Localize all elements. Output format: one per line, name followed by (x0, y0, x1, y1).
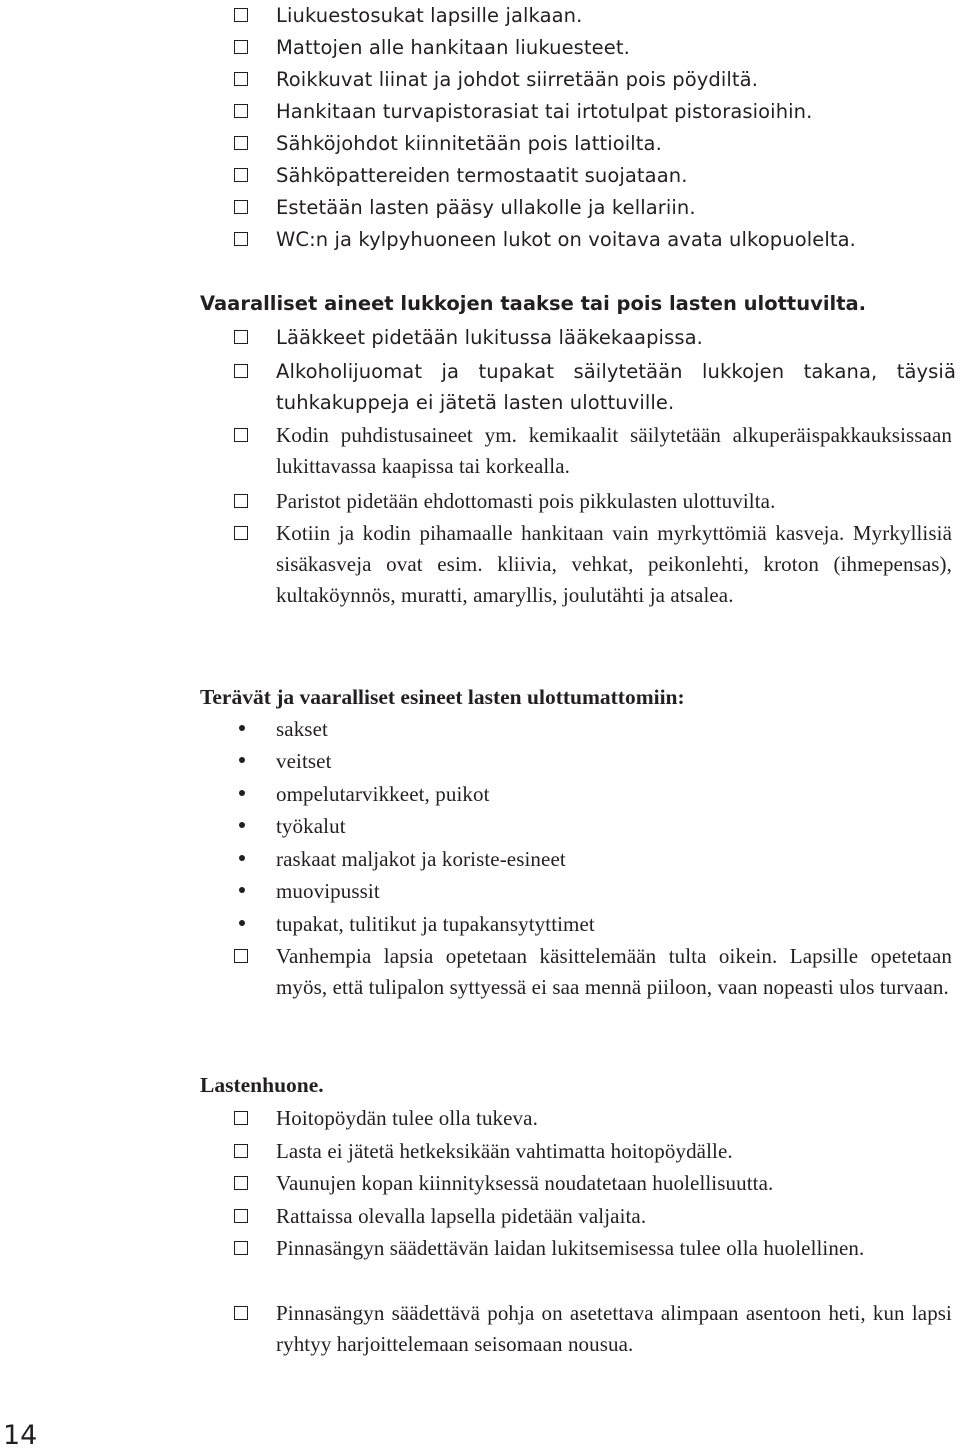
checkbox-icon (234, 200, 248, 214)
checkbox-icon (234, 72, 248, 86)
checklist-item: Hankitaan turvapistorasiat tai irtotulpat pistorasioihin. (276, 100, 813, 123)
section-heading: Vaaralliset aineet lukkojen taakse tai pois lasten ulottuvilta. (200, 292, 867, 315)
bullet-item: veitset (276, 749, 332, 773)
checklist-item: Kodin puhdistusaineet ym. kemikaalit säilytetään alkuperäispakkauksissaan lukittavassa kaapissa tai korkealla. (276, 423, 952, 478)
checklist-item: Pinnasängyn säädettävän laidan lukitsemisessa tulee olla huolellinen. (276, 1236, 865, 1260)
checkbox-icon (234, 949, 248, 963)
checkbox-icon (234, 428, 248, 442)
checklist-item: Liukuestosukat lapsille jalkaan. (276, 4, 583, 27)
bullet-icon (239, 725, 245, 731)
checkbox-icon (234, 526, 248, 540)
bullet-item: sakset (276, 717, 328, 741)
checkbox-icon (234, 232, 248, 246)
checklist-item: Paristot pidetään ehdottomasti pois pikkulasten ulottuvilta. (276, 489, 776, 513)
bullet-item: työkalut (276, 814, 346, 838)
checkbox-icon (234, 1144, 248, 1158)
section-heading: Terävät ja vaaralliset esineet lasten ulottumattomiin: (200, 685, 685, 709)
checkbox-icon (234, 1241, 248, 1255)
checkbox-icon (234, 1176, 248, 1190)
checklist-item: Hoitopöydän tulee olla tukeva. (276, 1106, 538, 1130)
checklist-item: Sähköjohdot kiinnitetään pois lattioilta. (276, 132, 662, 155)
checkbox-icon (234, 40, 248, 54)
checklist-item: Sähköpattereiden termostaatit suojataan. (276, 164, 688, 187)
checkbox-icon (234, 8, 248, 22)
section-heading: Lastenhuone. (200, 1073, 324, 1097)
bullet-item: tupakat, tulitikut ja tupakansytyttimet (276, 912, 595, 936)
checklist-item: Kotiin ja kodin pihamaalle hankitaan vain myrkyttömiä kasveja. Myrkyllisiä sisäkasveja ovat esim. kliivia, vehkat, peikonlehti, kroton (ihmepensas), kultaköynnös, muratti, amaryllis, joulutähti ja atsalea. (276, 521, 952, 607)
page-number: 14 (3, 1420, 38, 1451)
checkbox-icon (234, 1306, 248, 1320)
checkbox-icon (234, 136, 248, 150)
checklist-item: Rattaissa olevalla lapsella pidetään valjaita. (276, 1204, 647, 1228)
bullet-item: ompelutarvikkeet, puikot (276, 782, 490, 806)
checkbox-icon (234, 104, 248, 118)
checkbox-icon (234, 1111, 248, 1125)
bullet-item: raskaat maljakot ja koriste-esineet (276, 847, 566, 871)
checklist-item: WC:n ja kylpyhuoneen lukot on voitava avata ulkopuolelta. (276, 228, 856, 251)
bullet-icon (239, 887, 245, 893)
bullet-icon (239, 790, 245, 796)
checklist-item: Lasta ei jätetä hetkeksikään vahtimatta hoitopöydälle. (276, 1139, 733, 1163)
checkbox-icon (234, 330, 248, 344)
bullet-icon (239, 757, 245, 763)
bullet-item: muovipussit (276, 879, 380, 903)
checkbox-icon (234, 1209, 248, 1223)
checkbox-icon (234, 168, 248, 182)
checklist-item: Estetään lasten pääsy ullakolle ja kellariin. (276, 196, 696, 219)
checkbox-icon (234, 364, 248, 378)
checklist-item: Vanhempia lapsia opetetaan käsittelemään tulta oikein. Lapsille opetetaan myös, että tulipalon syttyessä ei saa mennä piiloon, vaan nopeasti ulos turvaan. (276, 944, 952, 999)
bullet-icon (239, 855, 245, 861)
checklist-item: Mattojen alle hankitaan liukuesteet. (276, 36, 630, 59)
bullet-icon (239, 920, 245, 926)
checklist-item: Pinnasängyn säädettävä pohja on asetettava alimpaan asentoon heti, kun lapsi ryhtyy harjoittelemaan seisomaan nousua. (276, 1301, 952, 1356)
checklist-item: Lääkkeet pidetään lukitussa lääkekaapissa. (276, 326, 703, 349)
checklist-item: Roikkuvat liinat ja johdot siirretään pois pöydiltä. (276, 68, 759, 91)
checklist-item: Alkoholijuomat ja tupakat säilytetään lukkojen takana, täysiä tuhkakuppeja ei jätetä lasten ulottuville. (276, 360, 956, 414)
checklist-item: Vaunujen kopan kiinnityksessä noudatetaan huolellisuutta. (276, 1171, 774, 1195)
checkbox-icon (234, 494, 248, 508)
bullet-icon (239, 822, 245, 828)
